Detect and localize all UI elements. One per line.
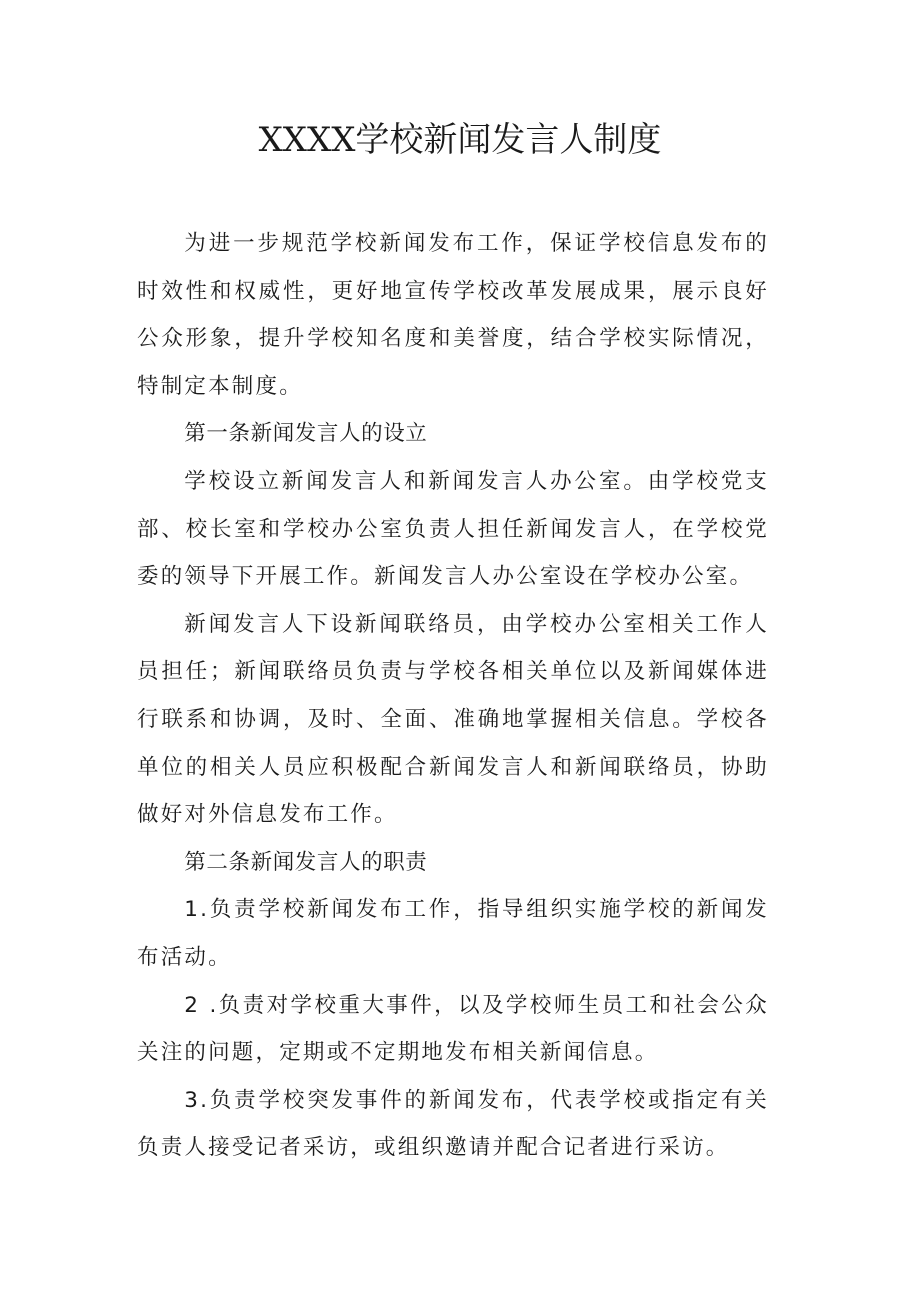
article-1-heading: 第一条新闻发言人的设立 — [184, 421, 428, 447]
duty-item-1: 1.负责学校新闻发布工作，指导组织实施学校的新闻发布活动。 — [137, 897, 769, 970]
document-title: XXXX学校新闻发言人制度 — [258, 120, 662, 160]
duty-item-3: 3.负责学校突发事件的新闻发布，代表学校或指定有关负责人接受记者采访，或组织邀请并配合记者进行采访。 — [137, 1087, 769, 1161]
article-2-heading: 第二条新闻发言人的职责 — [184, 849, 428, 875]
intro-paragraph: 为进一步规范学校新闻发布工作，保证学校信息发布的时效性和权威性，更好地宣传学校改革发展成果，展示良好公众形象，提升学校知名度和美誉度，结合学校实际情况，特制定本制度。 — [137, 231, 769, 399]
duty-item-2: 2 .负责对学校重大事件，以及学校师生员工和社会公众关注的问题，定期或不定期地发布相关新闻信息。 — [137, 992, 769, 1066]
document-body — [137, 220, 769, 1172]
article-1-paragraph-1: 学校设立新闻发言人和新闻发言人办公室。由学校党支部、校长室和学校办公室负责人担任新闻发言人，在学校党委的领导下开展工作。新闻发言人办公室设在学校办公室。 — [137, 468, 769, 590]
article-1-paragraph-2: 新闻发言人下设新闻联络员，由学校办公室相关工作人员担任；新闻联络员负责与学校各相关单位以及新闻媒体进行联系和协调，及时、全面、准确地掌握相关信息。学校各单位的相关人员应积极配合新闻发言人和新闻联络员，协助做好对外信息发布工作。 — [137, 611, 769, 828]
